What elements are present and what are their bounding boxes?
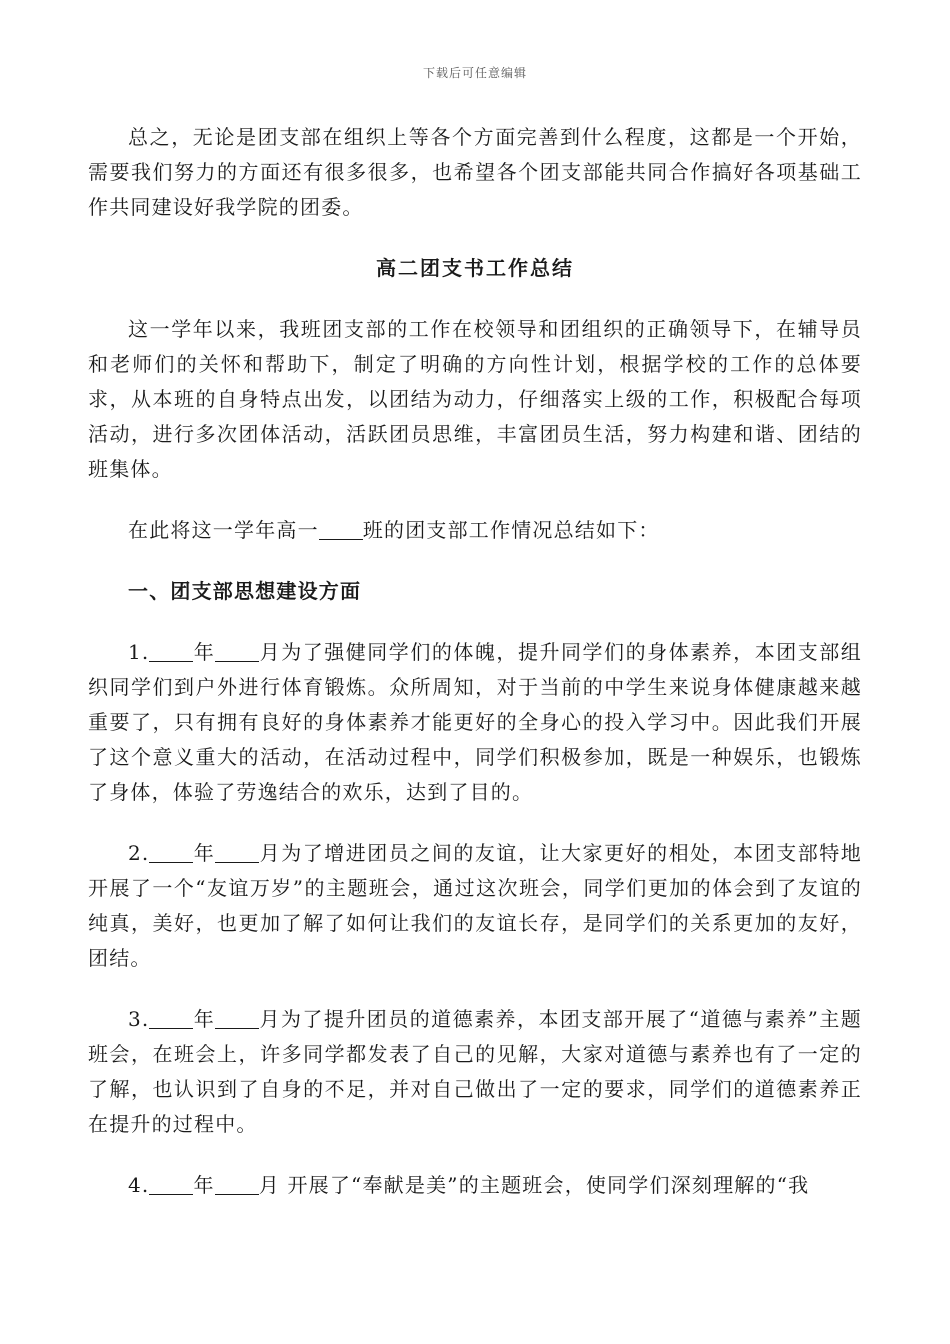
item-year-label: 年 [193, 1007, 216, 1031]
paragraph-summary-lead [88, 513, 862, 548]
item-year-label: 年 [193, 640, 216, 664]
blank-month [215, 1174, 259, 1195]
summary-lead-after: 班的团支部工作情况总结如下： [362, 518, 660, 542]
item-text: 月 开展了“奉献是美”的主题班会，使同学们深刻理解的“我 [258, 1173, 810, 1197]
item-number: 2. [128, 841, 150, 865]
list-item-1 [88, 635, 862, 810]
item-text: 月为了增进团员之间的友谊，让大家更好的相处，本团支部特地开展了一个“友谊万岁”的主题班会，通过这次班会，同学们更加的体会到了友谊的纯真，美好，也更加了解了如何让我们的友谊长存，是同学们的关系更加的友好，团结。 [88, 841, 862, 970]
summary-lead-before: 在此将这一学年高一 [128, 518, 319, 542]
item-text: 月为了提升团员的道德素养，本团支部开展了“道德与素养”主题班会，在班会上，许多同学都发表了自己的见解，大家对道德与素养也有了一定的了解，也认识到了自身的不足，并对自己做出了一定的要求，同学们的道德素养正在提升的过程中。 [88, 1007, 863, 1136]
section-heading-ideology: 一、团支部思想建设方面 [128, 579, 362, 603]
paragraph-conclusion: 总之，无论是团支部在组织上等各个方面完善到什么程度，这都是一个开始，需要我们努力的方面还有很多很多，也希望各个团支部能共同合作搞好各项基础工作共同建设好我学院的团委。 [88, 125, 862, 219]
item-number: 1. [128, 640, 150, 664]
item-number: 4. [128, 1173, 150, 1197]
item-number: 3. [128, 1007, 150, 1031]
document-title: 高二团支书工作总结 [376, 256, 574, 280]
blank-year [149, 1008, 193, 1029]
blank-year [149, 842, 193, 863]
blank-month [215, 641, 259, 662]
list-item-4 [88, 1168, 862, 1203]
blank-class-number [319, 519, 363, 540]
blank-month [215, 1008, 259, 1029]
blank-month [215, 842, 259, 863]
header-note: 下载后可任意编辑 [422, 66, 527, 80]
item-year-label: 年 [193, 1173, 215, 1197]
item-text: 月为了强健同学们的体魄，提升同学们的身体素养，本团支部组织同学们到户外进行体育锻炼。众所周知，对于当前的中学生来说身体健康越来越重要了，只有拥有良好的身体素养才能更好的全身心的投入学习中。因此我们开展了这个意义重大的活动，在活动过程中，同学们积极参加，既是一种娱乐，也锻炼了身体，体验了劳逸结合的欢乐，达到了目的。 [88, 640, 862, 804]
blank-year [149, 1174, 193, 1195]
document-body [88, 120, 862, 1229]
item-year-label: 年 [193, 841, 216, 865]
list-item-3 [88, 1002, 862, 1142]
list-item-2 [88, 836, 862, 976]
paragraph-intro: 这一学年以来，我班团支部的工作在校领导和团组织的正确领导下，在辅导员和老师们的关怀和帮助下，制定了明确的方向性计划，根据学校的工作的总体要求，从本班的自身特点出发，以团结为动力，仔细落实上级的工作，积极配合每项活动，进行多次团体活动，活跃团员思维，丰富团员生活，努力构建和谐、团结的班集体。 [88, 317, 862, 481]
blank-year [149, 641, 193, 662]
